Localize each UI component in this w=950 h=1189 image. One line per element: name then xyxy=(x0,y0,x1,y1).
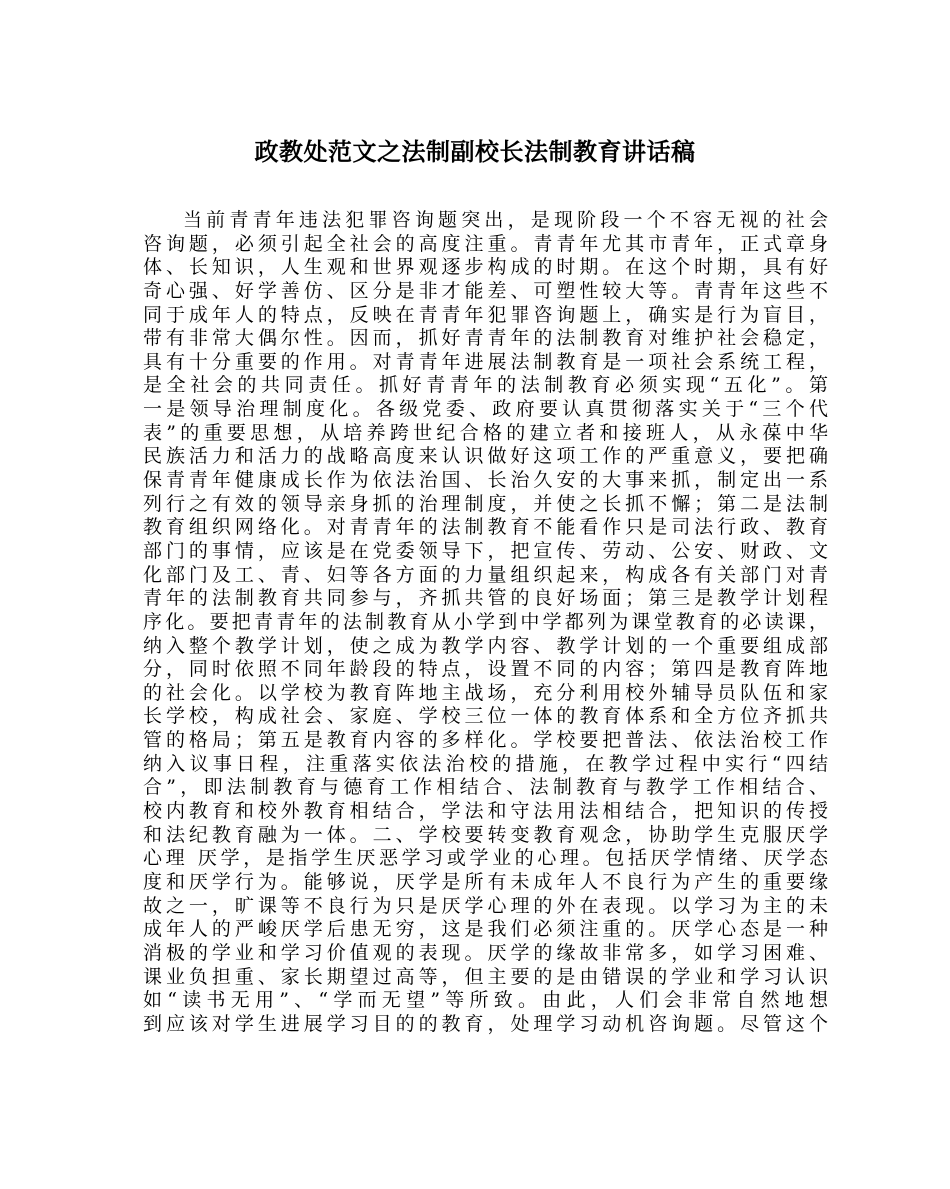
document-title: 政教处范文之法制副校长法制教育讲话稿 xyxy=(254,137,696,166)
text-line: 部门的事情，应该是在党委领导下，把宣传、劳动、公安、财政、文 xyxy=(143,539,828,562)
text-line: 成年人的严峻厌学后患无穷，这是我们必须注重的。厌学心态是一种 xyxy=(143,918,828,941)
text-line: 民族活力和活力的战略高度来认识做好这项工作的严重意义，要把确 xyxy=(143,445,828,468)
text-line: 如“读书无用”、“学而无望”等所致。由此，人们会非常自然地想 xyxy=(143,989,828,1012)
text-line: 保青青年健康成长作为依法治国、长治久安的大事来抓，制定出一系 xyxy=(143,469,828,492)
text-line: 合”，即法制教育与德育工作相结合、法制教育与教学工作相结合、 xyxy=(143,776,828,799)
text-line: 到应该对学生进展学习目的的教育，处理学习动机咨询题。尽管这个 xyxy=(143,1012,828,1035)
text-line: 长学校，构成社会、家庭、学校三位一体的教育体系和全方位齐抓共 xyxy=(143,705,828,728)
text-line: 表”的重要思想，从培养跨世纪合格的建立者和接班人，从永葆中华 xyxy=(143,421,828,444)
text-line: 教育组织网络化。对青青年的法制教育不能看作只是司法行政、教育 xyxy=(143,516,828,539)
text-line: 分，同时依照不同年龄段的特点，设置不同的内容；第四是教育阵地 xyxy=(143,658,828,681)
text-line: 青年的法制教育共同参与，齐抓共管的良好场面；第三是教学计划程 xyxy=(143,587,828,610)
text-line: 带有非常大偶尔性。因而，抓好青青年的法制教育对维护社会稳定， xyxy=(143,327,828,350)
text-line: 心理 厌学，是指学生厌恶学习或学业的心理。包括厌学情绪、厌学态 xyxy=(143,847,828,870)
text-line: 咨询题，必须引起全社会的高度注重。青青年尤其市青年，正式章身 xyxy=(143,232,828,255)
text-line: 列行之有效的领导亲身抓的治理制度，并使之长抓不懈；第二是法制 xyxy=(143,492,828,515)
text-line: 当前青青年违法犯罪咨询题突出，是现阶段一个不容无视的社会 xyxy=(183,209,828,231)
text-line: 消极的学业和学习价值观的表现。厌学的缘故非常多，如学习困难、 xyxy=(143,941,828,964)
text-line: 和法纪教育融为一体。二、学校要转变教育观念，协助学生克服厌学 xyxy=(143,823,828,846)
text-line: 体、长知识，人生观和世界观逐步构成的时期。在这个时期，具有好 xyxy=(143,256,828,279)
text-line: 纳入整个教学计划，使之成为教学内容、教学计划的一个重要组成部 xyxy=(143,634,828,657)
text-line: 奇心强、好学善仿、区分是非才能差、可塑性较大等。青青年这些不 xyxy=(143,279,828,302)
text-line: 同于成年人的特点，反映在青青年犯罪咨询题上，确实是行为盲目， xyxy=(143,303,828,326)
text-line: 故之一，旷课等不良行为只是厌学心理的外在表现。以学习为主的未 xyxy=(143,894,828,917)
text-line: 纳入议事日程，注重落实依法治校的措施，在教学过程中实行“四结 xyxy=(143,752,828,775)
text-line: 管的格局；第五是教育内容的多样化。学校要把普法、依法治校工作 xyxy=(143,729,828,752)
text-line: 一是领导治理制度化。各级党委、政府要认真贯彻落实关于“三个代 xyxy=(143,398,828,421)
text-line: 校内教育和校外教育相结合，学法和守法用法相结合，把知识的传授 xyxy=(143,800,828,823)
body-paragraph xyxy=(143,209,828,1036)
text-line: 课业负担重、家长期望过高等，但主要的是由错误的学业和学习认识 xyxy=(143,965,828,988)
text-line: 具有十分重要的作用。对青青年进展法制教育是一项社会系统工程， xyxy=(143,350,828,373)
text-line: 序化。要把青青年的法制教育从小学到中学都列为课堂教育的必读课， xyxy=(143,610,828,633)
text-line: 化部门及工、青、妇等各方面的力量组织起来，构成各有关部门对青 xyxy=(143,563,828,586)
text-line: 的社会化。以学校为教育阵地主战场，充分利用校外辅导员队伍和家 xyxy=(143,681,828,704)
text-line: 度和厌学行为。能够说，厌学是所有未成年人不良行为产生的重要缘 xyxy=(143,870,828,893)
text-line: 是全社会的共同责任。抓好青青年的法制教育必须实现“五化”。第 xyxy=(143,374,828,397)
